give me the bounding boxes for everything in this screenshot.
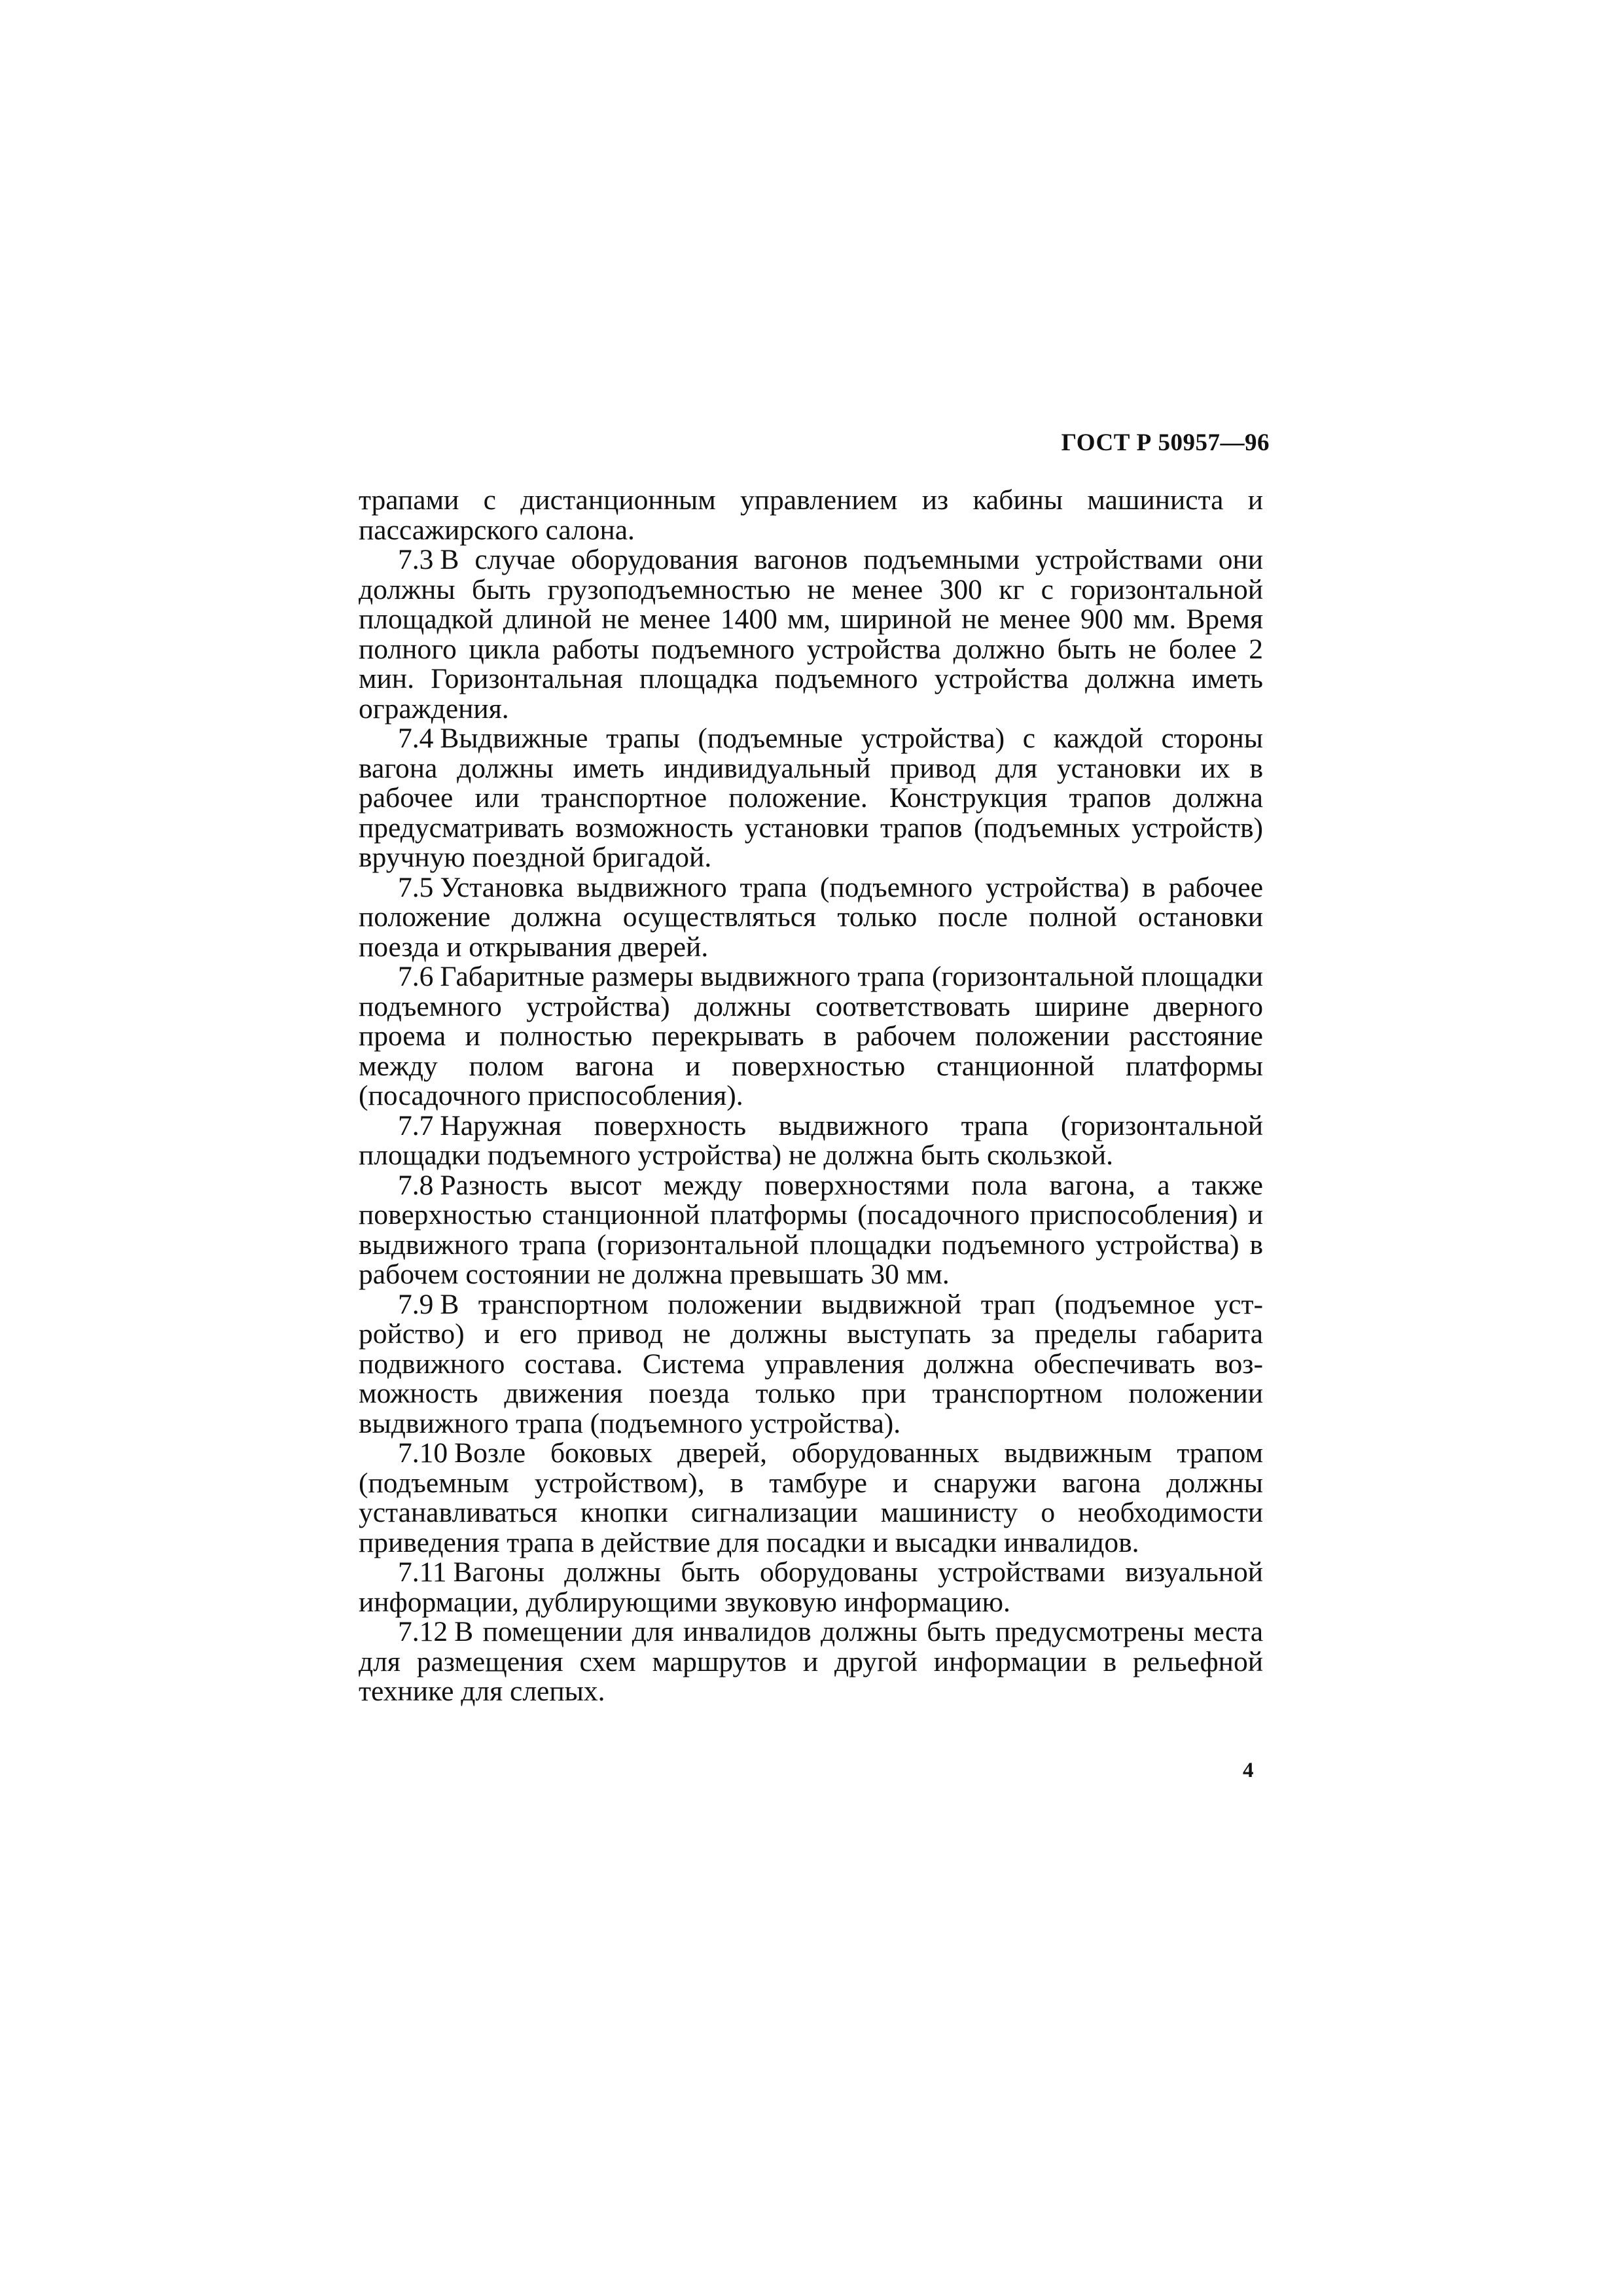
paragraph-7-3 xyxy=(359,545,1263,724)
paragraph-number: 7.11 xyxy=(398,1556,447,1588)
paragraph-number: 7.9 xyxy=(398,1288,434,1320)
paragraph-number: 7.4 xyxy=(398,723,434,754)
paragraph-number: 7.3 xyxy=(398,544,434,575)
paragraph-text: Возле боковых дверей, оборудованных выдвижным трапом (подъемным устройством), в тамбуре и снаружи вагона должны устанавливаться кнопки сигнализации машинисту о необходимости приведения трапа в действие для посадки и высадки инвалидов. xyxy=(359,1437,1263,1558)
paragraph-7-12 xyxy=(359,1617,1263,1707)
paragraph-text: В случае оборудования вагонов подъемными устройствами они должны быть грузоподъемностью не менее 300 кг с горизонтальной площадкой длиной не менее 1400 мм, шириной не менее 900 мм. Время полного цикла работы подъемного устройства должно быть не более 2 мин. Горизонтальная площадка подъемного устройства должна иметь ограждения. xyxy=(359,544,1263,725)
continuation-paragraph: трапами с дистанционным управлением из кабины машиниста и пассажирского салона. xyxy=(359,484,1263,546)
paragraph-text: Выдвижные трапы (подъемные устройства) с каждой стороны вагона должны иметь индивидуальный привод для установки их в рабочее или транспортное положение. Конструкция трапов должна предусматривать возможность установки трапов (подъемных устройств) вручную поездной бригадой. xyxy=(359,723,1263,873)
paragraph-7-9 xyxy=(359,1290,1263,1439)
paragraph-number: 7.7 xyxy=(398,1109,434,1141)
paragraph-text: Установка выдвижного трапа (подъемного устройства) в рабочее положение должна осуществляться только после полной остановки поезда и открывания дверей. xyxy=(359,871,1263,963)
paragraph-text: Вагоны должны быть оборудованы устройствами визуальной информации, дублирующими звуковую информацию. xyxy=(359,1556,1263,1618)
page-number: 4 xyxy=(1243,1759,1254,1782)
paragraph-7-6 xyxy=(359,962,1263,1111)
paragraph-7-7 xyxy=(359,1111,1263,1171)
paragraph-7-4 xyxy=(359,724,1263,873)
paragraph-text: Наружная поверхность выдвижного трапа (горизонтальной площадки подъемного устройства) не должна быть скользкой. xyxy=(359,1109,1263,1171)
paragraph-number: 7.10 xyxy=(398,1437,448,1469)
paragraph-7-10 xyxy=(359,1439,1263,1558)
paragraph-number: 7.6 xyxy=(398,961,434,992)
paragraph-7-5 xyxy=(359,873,1263,963)
paragraph-text: Габаритные размеры выдвижного трапа (горизонтальной площадки подъемного устройства) должны соответствовать ширине дверного проема и полностью перекрывать в рабочем положении расстояние между полом вагона и поверхностью станционной платформы (посадочного приспособления). xyxy=(359,961,1263,1111)
paragraph-number: 7.5 xyxy=(398,871,434,903)
paragraph-number: 7.12 xyxy=(398,1616,448,1647)
paragraph-7-11 xyxy=(359,1558,1263,1617)
paragraph-text: В помещении для инвалидов должны быть предусмотрены места для размещения схем маршрутов и другой информации в рельефной технике для слепых. xyxy=(359,1616,1263,1707)
paragraph-7-8 xyxy=(359,1171,1263,1290)
body-text xyxy=(359,486,1263,1707)
paragraph-text: Разность высот между поверхностями пола вагона, а также поверхностью станционной платформы (посадочного приспособления) и выдвижного трапа (горизонтальной площадки подъемного устройства) в рабочем состоянии не должна превышать 30 мм. xyxy=(359,1169,1263,1290)
paragraph-number: 7.8 xyxy=(398,1169,434,1201)
paragraph-text: В транспортном положении выдвижной трап (подъемное устройство) и его привод не должны выступать за пределы габарита подвижного состава. Система управления должна обеспечивать возможность движения поезда только при транспортном положении выдвижного трапа (подъемного устройства). xyxy=(359,1288,1263,1439)
standard-header: ГОСТ Р 50957—96 xyxy=(1061,429,1270,456)
